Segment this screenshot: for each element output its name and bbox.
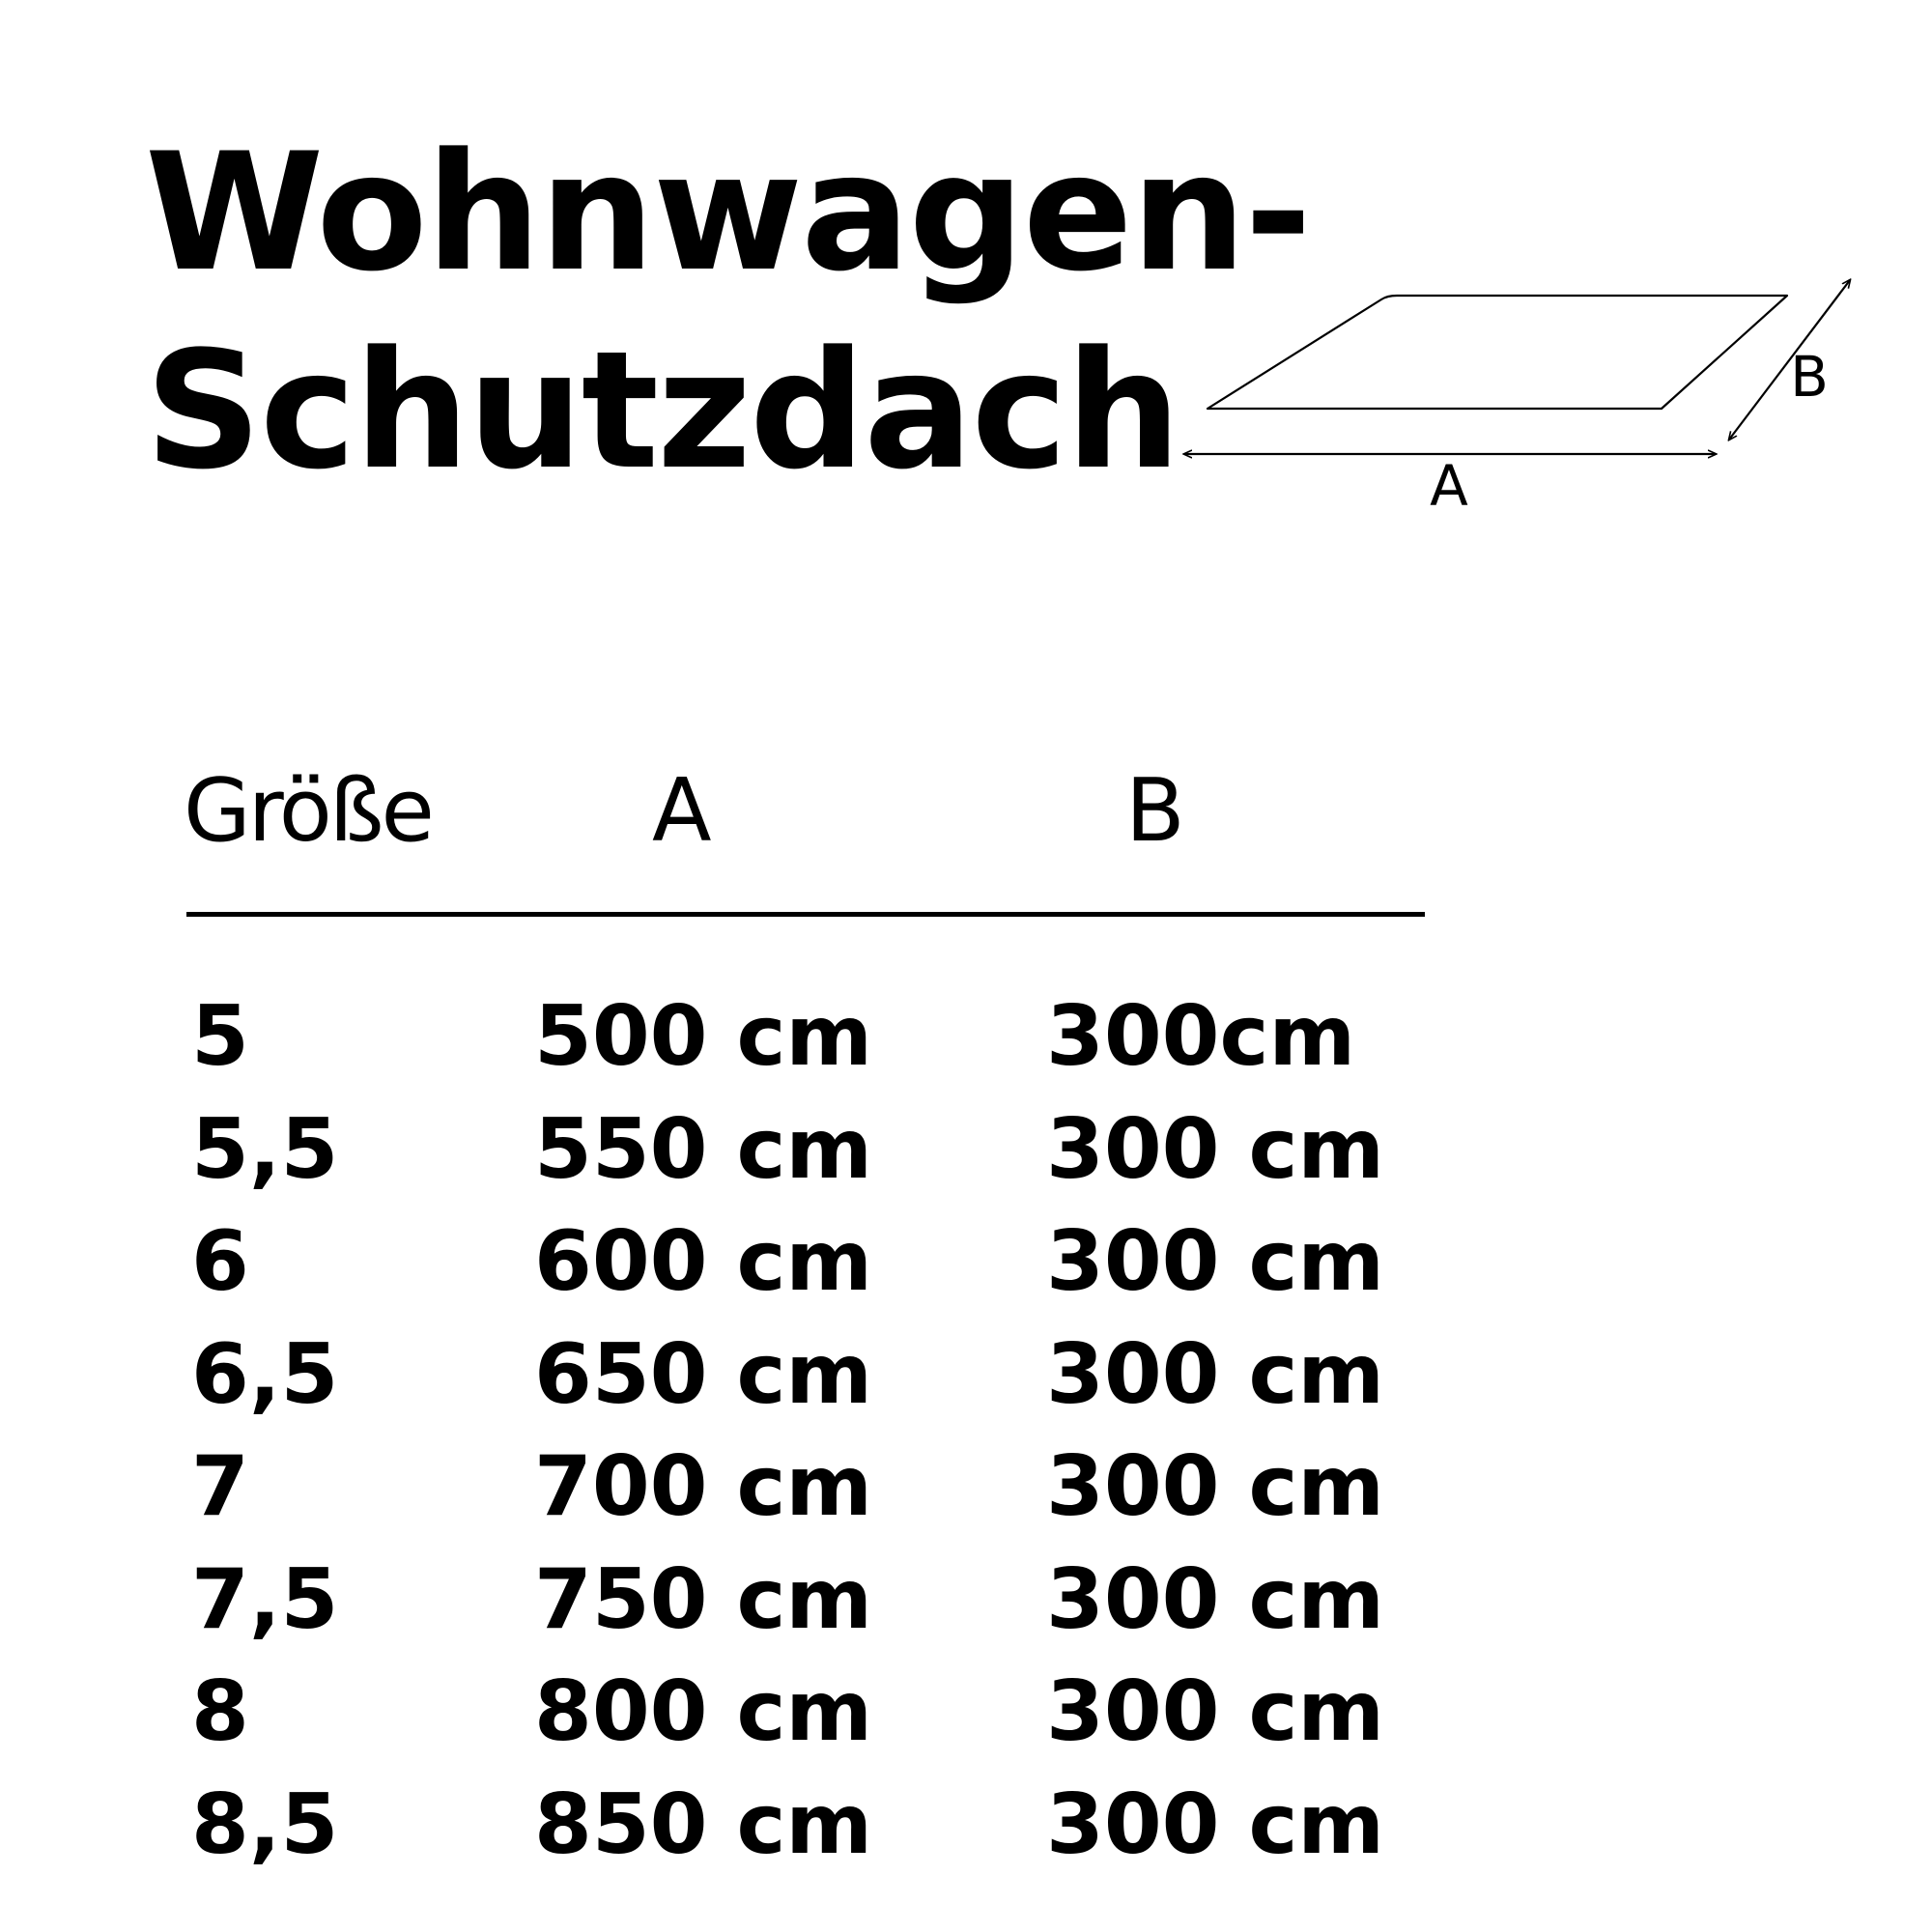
header-size: Größe [184, 760, 432, 862]
cell-b: 300 cm [1046, 1663, 1385, 1760]
cell-a: 850 cm [534, 1776, 873, 1873]
awning-outline [1208, 296, 1787, 409]
cell-b: 300cm [1046, 988, 1356, 1085]
header-a: A [652, 760, 712, 862]
page-title [145, 114, 1310, 510]
cell-a: 650 cm [534, 1325, 873, 1423]
cell-b: 300 cm [1046, 1100, 1385, 1198]
cell-a: 550 cm [534, 1100, 873, 1198]
cell-a: 500 cm [534, 988, 873, 1085]
awning-dimension-diagram [1150, 261, 1855, 531]
cell-a: 800 cm [534, 1663, 873, 1760]
title-line-2: Schutzdach [145, 316, 1179, 505]
cell-a: 700 cm [534, 1438, 873, 1535]
cell-b: 300 cm [1046, 1325, 1385, 1423]
cell-size: 8,5 [191, 1776, 339, 1873]
cell-size: 6 [191, 1213, 249, 1310]
table-header-row [184, 758, 1439, 865]
header-b: B [1125, 760, 1185, 862]
cell-b: 300 cm [1046, 1213, 1385, 1310]
table-row [191, 1319, 1447, 1432]
cell-size: 8 [191, 1663, 249, 1760]
cell-size: 6,5 [191, 1325, 339, 1423]
table-row [191, 1656, 1447, 1769]
cell-b: 300 cm [1046, 1438, 1385, 1535]
title-line-1: Wohnwagen- [145, 118, 1311, 307]
cell-a: 600 cm [534, 1213, 873, 1310]
header-divider [186, 912, 1425, 917]
cell-b: 300 cm [1046, 1550, 1385, 1648]
table-row [191, 1544, 1447, 1657]
dimension-label-a: A [1430, 453, 1468, 519]
table-row [191, 1094, 1447, 1207]
table-row [191, 1206, 1447, 1319]
table-row [191, 1431, 1447, 1544]
cell-size: 5 [191, 988, 249, 1085]
cell-a: 750 cm [534, 1550, 873, 1648]
table-row [191, 980, 1447, 1094]
dimension-label-b: B [1790, 344, 1829, 410]
cell-b: 300 cm [1046, 1776, 1385, 1873]
table-row [191, 1769, 1447, 1882]
size-table [191, 980, 1447, 1881]
cell-size: 5,5 [191, 1100, 339, 1198]
cell-size: 7,5 [191, 1550, 339, 1648]
cell-size: 7 [191, 1438, 249, 1535]
